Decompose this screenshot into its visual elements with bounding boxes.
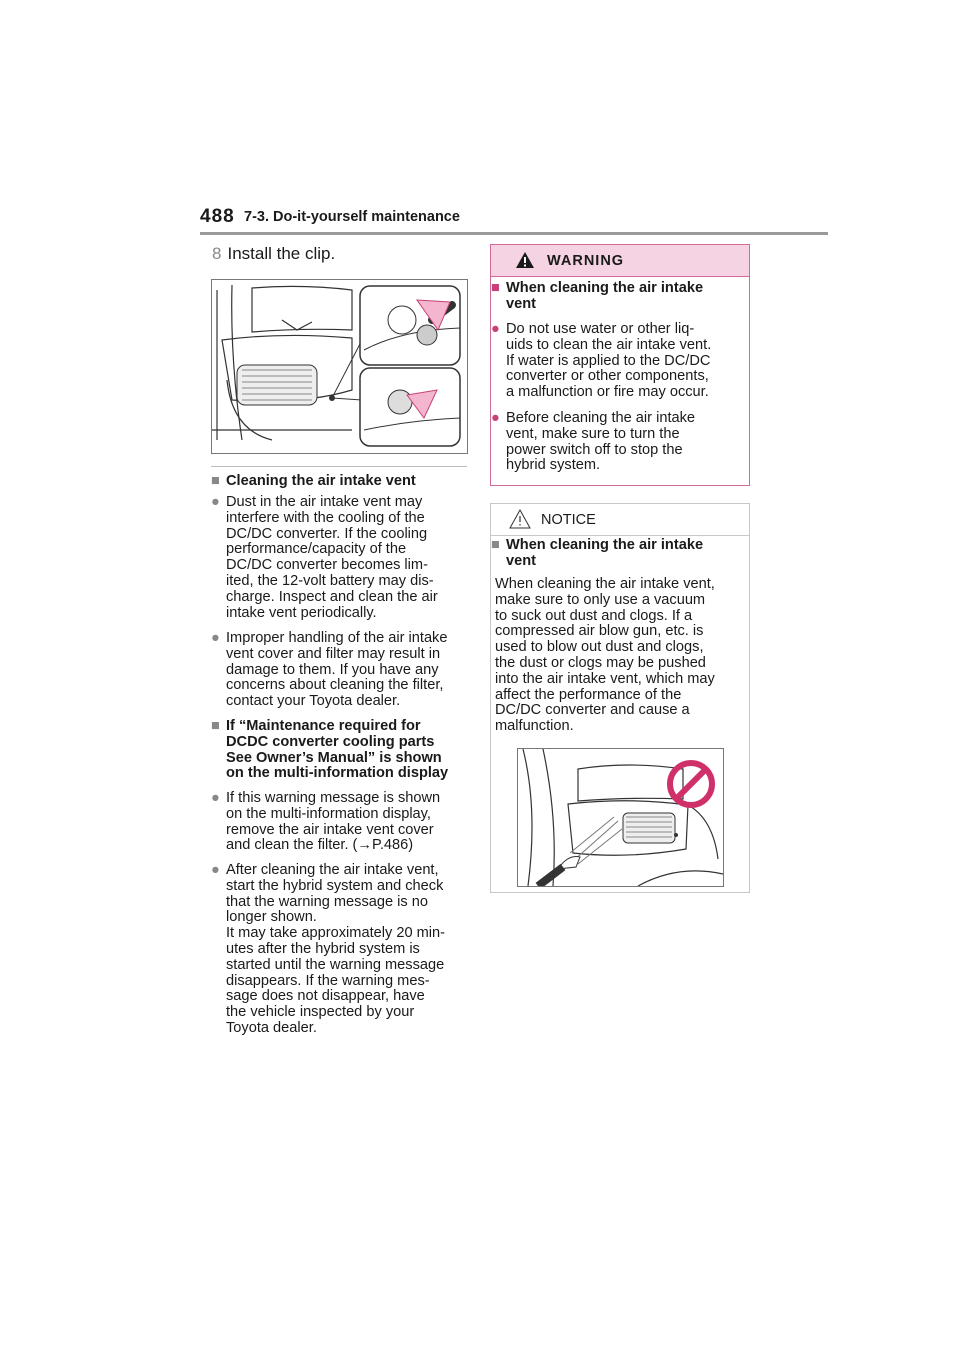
maintenance-heading: ■ If “Maintenance required for DCDC converter cooling parts See Owner’s Manual” is shown on the multi-information display	[211, 718, 449, 782]
install-clip-drawing	[212, 280, 467, 453]
warning-label: WARNING	[547, 253, 625, 269]
square-bullet-icon: ■	[211, 473, 220, 489]
section-title: 7-3. Do-it-yourself maintenance	[244, 209, 460, 225]
notice-box	[490, 503, 750, 893]
install-clip-illustration	[211, 279, 468, 454]
circle-bullet-icon: ●	[211, 862, 220, 878]
maintenance-item-2: ● After cleaning the air intake vent, start the hybrid system and check that the warning message is no longer shown. It may take approximately 20 min- utes after the hybrid system is started until the warning message disappears. If the warning mes- sage does not disappear, have the vehicle inspected by your Toyota dealer.	[211, 862, 445, 1036]
circle-bullet-icon: ●	[491, 321, 500, 337]
square-bullet-icon: ■	[491, 280, 500, 296]
square-bullet-icon: ■	[211, 718, 220, 734]
cleaning-heading: ■ Cleaning the air intake vent	[211, 473, 416, 489]
notice-label: NOTICE	[541, 512, 596, 528]
header-rule	[200, 232, 828, 235]
circle-bullet-icon: ●	[491, 410, 500, 426]
step-number: 8	[212, 244, 222, 263]
circle-bullet-icon: ●	[211, 630, 220, 646]
circle-bullet-icon: ●	[211, 790, 220, 806]
notice-header	[491, 504, 749, 536]
notice-body: When cleaning the air intake vent, make sure to only use a vacuum to suck out dust and clogs. If a compressed air blow gun, etc. is used to blow out dust and clogs, the dust or clogs may be pushed into the air intake vent, which may affect the performance of the DC/DC converter and cause a malfunction.	[495, 576, 715, 735]
warning-heading: ■ When cleaning the air intake vent	[491, 280, 704, 312]
step-8	[212, 244, 335, 264]
warning-triangle-icon	[515, 251, 535, 269]
maintenance-item-1: ● If this warning message is shown on the multi-information display, remove the air intake vent cover and clean the filter. (→P.486)	[211, 790, 441, 854]
square-bullet-icon: ■	[491, 537, 500, 553]
circle-bullet-icon: ●	[211, 494, 220, 510]
vacuum-prohibited-illustration	[517, 748, 724, 887]
page-number: 488	[200, 206, 235, 227]
warning-header	[491, 245, 749, 277]
notice-triangle-icon	[509, 509, 531, 529]
divider	[211, 466, 467, 467]
prohibition-icon	[666, 759, 716, 809]
cleaning-item-2: ● Improper handling of the air intake vent cover and filter may result in damage to them. If you have any concerns about cleaning the filter, contact your Toyota dealer.	[211, 630, 448, 710]
step-text: Install the clip.	[227, 244, 336, 263]
cleaning-item-1: ● Dust in the air intake vent may interfere with the cooling of the DC/DC converter. If the cooling performance/capacity of the DC/DC converter becomes lim- ited, the 12-volt battery may dis- charge. Inspect and clean the air intake vent periodically.	[211, 494, 438, 621]
warning-item-1: ● Do not use water or other liq- uids to clean the air intake vent. If water is applied to the DC/DC converter or other components, a malfunction or fire may occur.	[491, 321, 712, 401]
warning-box	[490, 244, 750, 486]
notice-heading: ■ When cleaning the air intake vent	[491, 537, 704, 569]
warning-item-2: ● Before cleaning the air intake vent, make sure to turn the power switch off to stop the hybrid system.	[491, 410, 696, 474]
